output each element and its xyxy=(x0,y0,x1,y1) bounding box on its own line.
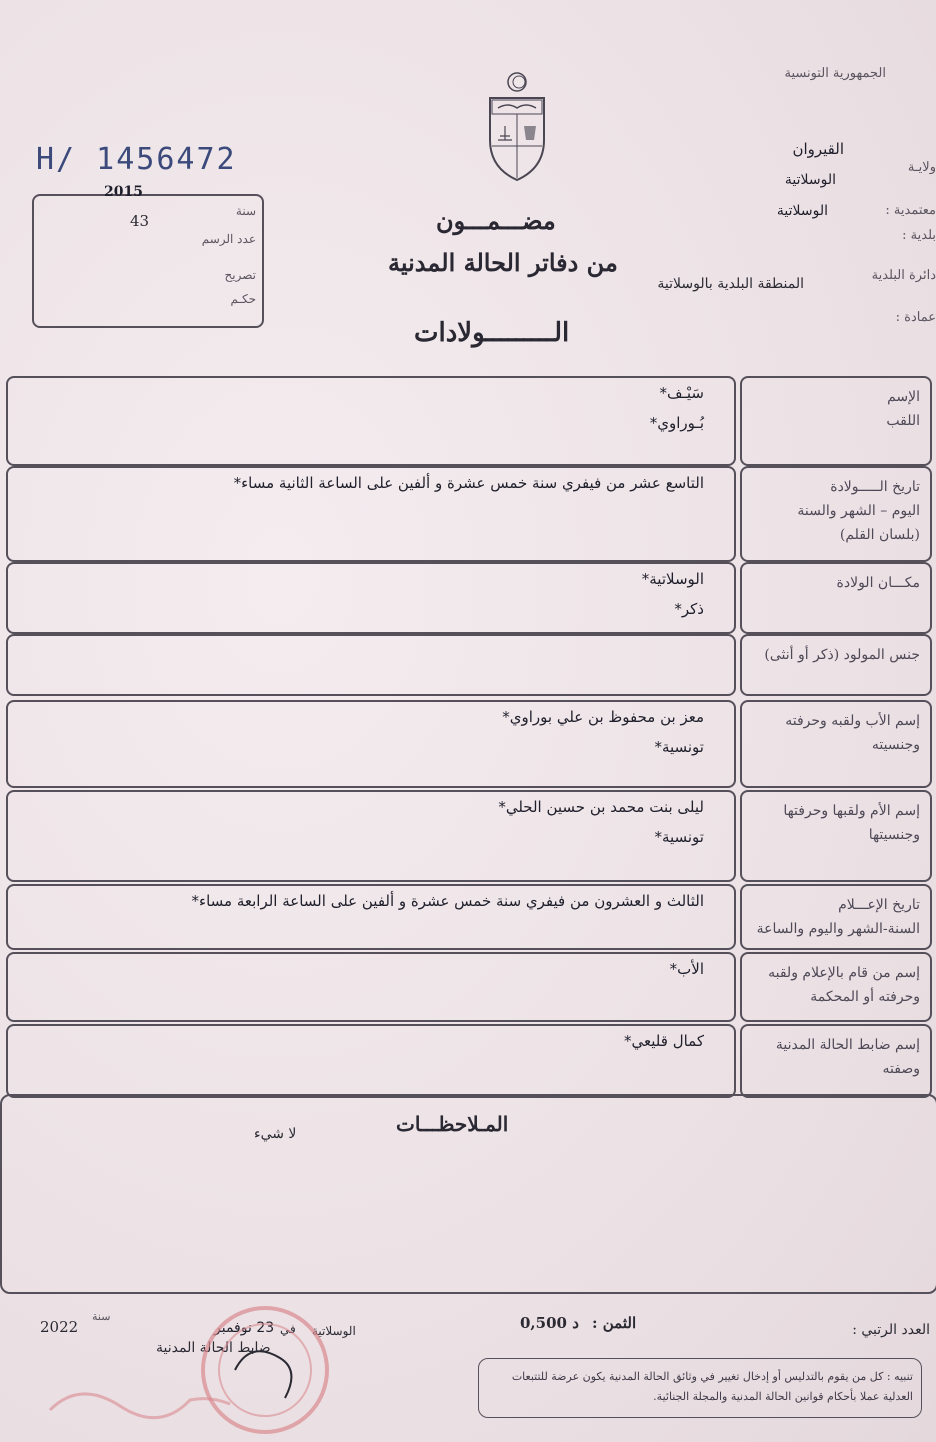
wilaya-value: القيروان xyxy=(792,140,844,158)
row-label-box xyxy=(740,634,932,696)
footer-date-prefix: في xyxy=(280,1322,296,1336)
tunisia-coat-of-arms-icon xyxy=(478,70,556,182)
row-label-box xyxy=(740,466,932,562)
price-value: 0,500 د xyxy=(520,1314,579,1332)
footer-year-value: 2022 xyxy=(40,1318,79,1336)
imada-label: عمادة : xyxy=(895,310,936,325)
daira-label: دائرة البلدية xyxy=(871,268,936,283)
row-label: وحرفته أو المحكمة xyxy=(810,989,920,1005)
row-label: وصفته xyxy=(882,1061,920,1077)
registry-box xyxy=(32,184,264,328)
row-label: وجنسيتها xyxy=(868,827,920,843)
row-label: جنس المولود (ذكر أو أنثى) xyxy=(764,647,920,663)
title-madmoun: مضـــمـــون xyxy=(436,206,556,235)
row-value-box xyxy=(6,790,736,882)
baladiya-value: الوسلاتية xyxy=(776,203,828,219)
row-value-box xyxy=(6,952,736,1022)
daira-value: المنطقة البلدية بالوسلاتية xyxy=(657,276,804,292)
mootamadiya-value: الوسلاتية xyxy=(784,172,836,188)
row-label: إسم الأب ولقبه وحرفته xyxy=(785,713,920,729)
row-value-box xyxy=(6,376,736,466)
row-value: التاسع عشر من فيفري سنة خمس عشرة و ألفين على الساعة الثانية مساء* xyxy=(233,474,704,492)
row-label-box xyxy=(740,562,932,634)
row-label: وجنسيته xyxy=(871,737,920,753)
row-label: (بلسان القلم) xyxy=(839,527,920,543)
mootamadiya-label: معتمدية : xyxy=(885,203,936,218)
registry-judgment-label: حكـم xyxy=(230,292,256,306)
signature-icon xyxy=(40,1370,240,1430)
row-label: تاريخ الإعـــلام xyxy=(838,897,920,913)
row-value-box xyxy=(6,884,736,950)
row-label-box xyxy=(740,1024,932,1098)
row-value: بُـوراوي* xyxy=(649,414,704,432)
serial-number: H/ 1456472 xyxy=(36,142,237,177)
row-value: ليلى بنت محمد بن حسين الحلي* xyxy=(498,798,704,816)
price-label: الثمن : xyxy=(592,1314,637,1332)
row-value: كمال قليعي* xyxy=(624,1032,704,1050)
footer-year-label: سنة xyxy=(92,1310,111,1323)
footer-place: الوسلاتية xyxy=(312,1324,356,1338)
footer-date-value: 23 نوفمبر xyxy=(214,1320,275,1336)
row-label: إسم ضابط الحالة المدنية xyxy=(775,1037,920,1053)
registry-year-value: 2015 xyxy=(104,184,143,200)
remarks-title: المـلاحظـــات xyxy=(396,1112,509,1136)
notice-box xyxy=(478,1358,922,1418)
row-value: تونسية* xyxy=(654,828,704,846)
row-value: الأب* xyxy=(669,960,704,978)
row-label: مكـــان الولادة xyxy=(836,575,920,591)
row-label-box xyxy=(740,952,932,1022)
wilaya-label: ولايـة xyxy=(907,160,936,175)
notice-text: تنبيه : كل من يقوم بالتدليس أو إدخال تغيير في وثائق الحالة المدنية يكون عرضة للتتبعات العدلية عملا بأحكام قوانين الحالة المدنية والمجلة الجنائية. xyxy=(511,1370,913,1403)
row-label: الإسم xyxy=(887,389,920,405)
row-value-box xyxy=(6,466,736,562)
registry-number-value: 43 xyxy=(130,212,150,230)
row-label: إسم الأم ولقبها وحرفتها xyxy=(783,803,920,819)
row-label: اللقب xyxy=(886,413,920,429)
row-value: تونسية* xyxy=(654,738,704,756)
footer-officer: ضابط الحالة المدنية xyxy=(156,1340,271,1356)
row-label-box xyxy=(740,884,932,950)
baladiya-label: بلدية : xyxy=(902,228,936,243)
row-value-box xyxy=(6,1024,736,1098)
section-title-births: الـــــــــولادات xyxy=(414,318,570,348)
registry-number-label: عدد الرسم xyxy=(201,232,256,246)
title-registers: من دفاتر الحالة المدنية xyxy=(388,248,618,277)
row-value-box xyxy=(6,562,736,634)
row-value-box xyxy=(6,634,736,696)
row-value: الوسلاتية* xyxy=(641,570,704,588)
registry-year-label: سنة xyxy=(235,204,256,218)
row-label: السنة-الشهر واليوم والساعة xyxy=(756,921,920,937)
row-value: سَيْـف* xyxy=(659,384,704,402)
row-label-box xyxy=(740,790,932,882)
row-value: معز بن محفوظ بن علي بوراوي* xyxy=(502,708,704,726)
remarks-value: لا شيء xyxy=(254,1126,297,1142)
registry-declaration-label: تصريح xyxy=(224,268,256,282)
serial-label: العدد الرتبي : xyxy=(852,1322,930,1338)
row-value: ذكر* xyxy=(674,600,704,618)
remarks-box xyxy=(0,1094,936,1294)
row-value: الثالث و العشرون من فيفري سنة خمس عشرة و ألفين على الساعة الرابعة مساء* xyxy=(191,892,704,910)
row-label: اليوم – الشهر والسنة xyxy=(797,503,920,519)
republic-title: الجمهورية التونسية xyxy=(784,66,886,81)
row-label-box xyxy=(740,376,932,466)
row-label-box xyxy=(740,700,932,788)
row-value-box xyxy=(6,700,736,788)
row-label: تاريخ الـــــولادة xyxy=(830,479,920,495)
row-label: إسم من قام بالإعلام ولقبه xyxy=(768,965,920,981)
